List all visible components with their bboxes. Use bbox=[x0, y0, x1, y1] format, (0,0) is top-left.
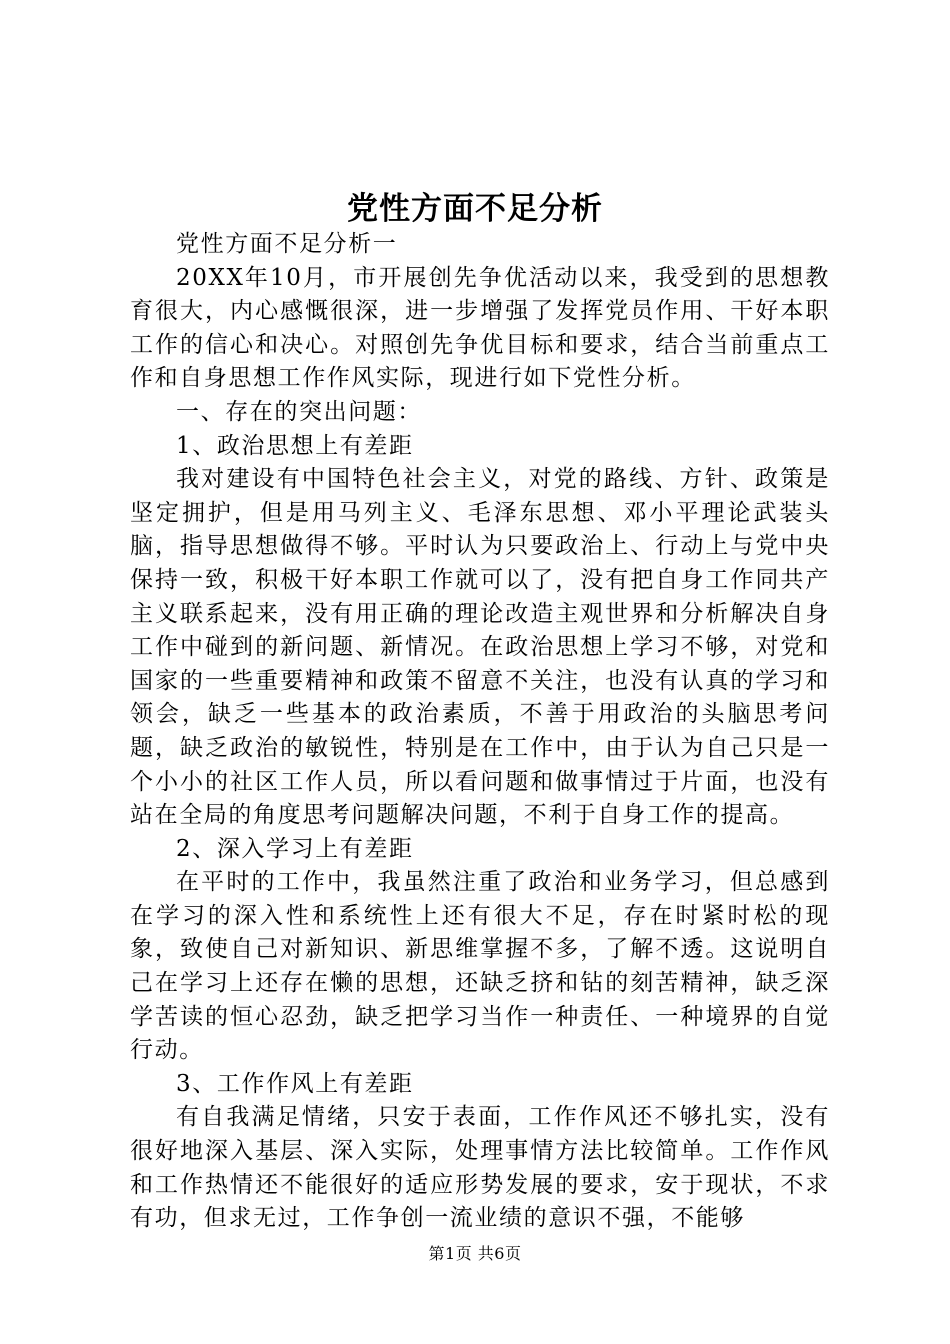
section-subtitle: 党性方面不足分析一 bbox=[176, 231, 398, 257]
study-paragraph: 在平时的工作中，我虽然注重了政治和业务学习，但总感到在学习的深入性和系统性上还有很大不足，存在时紧时松的现象，致使自己对新知识、新思维掌握不多，了解不透。这说明自己在学习上还存在懒的思想，还缺乏挤和钻的刻苦精神，缺乏深学苦读的恒心忍劲，缺乏把学习当作一种责任、一种境界的自觉行动。 bbox=[130, 869, 830, 1064]
subheading-political-thought: 1、政治思想上有差距 bbox=[176, 432, 414, 459]
political-thought-paragraph: 我对建设有中国特色社会主义，对党的路线、方针、政策是坚定拥护，但是用马列主义、毛泽东思想、邓小平理论武装头脑，指导思想做得不够。平时认为只要政治上、行动上与党中央保持一致，积极干好本职工作就可以了，没有把自身工作同共产主义联系起来，没有用正确的理论改造主观世界和分析解决自身工作中碰到的新问题、新情况。在政治思想上学习不够，对党和国家的一些重要精神和政策不留意不关注，也没有认真的学习和领会，缺乏一些基本的政治素质，不善于用政治的头脑思考问题，缺乏政治的敏锐性，特别是在工作中，由于认为自己只是一个小小的社区工作人员，所以看问题和做事情过于片面，也没有站在全局的角度思考问题解决问题，不利于自身工作的提高。 bbox=[130, 466, 830, 829]
intro-paragraph: 20XX年10月，市开展创先争优活动以来，我受到的思想教育很大，内心感慨很深，进一步增强了发挥党员作用、干好本职工作的信心和决心。对照创先争优目标和要求，结合当前重点工作和自身思想工作作风实际，现进行如下党性分析。 bbox=[130, 264, 830, 392]
subheading-study: 2、深入学习上有差距 bbox=[176, 835, 414, 862]
section-heading-problems: 一、存在的突出问题： bbox=[176, 398, 422, 425]
work-style-paragraph: 有自我满足情绪，只安于表面，工作作风还不够扎实，没有很好地深入基层、深入实际，处理事情方法比较简单。工作作风和工作热情还不能很好的适应形势发展的要求，安于现状，不求有功，但求无过，工作争创一流业绩的意识不强，不能够 bbox=[130, 1104, 830, 1232]
subheading-work-style: 3、工作作风上有差距 bbox=[176, 1070, 414, 1097]
document-body bbox=[130, 228, 830, 1236]
page-footer: 第1页 共6页 bbox=[428, 1244, 522, 1263]
document-title: 党性方面不足分析 bbox=[347, 191, 603, 227]
